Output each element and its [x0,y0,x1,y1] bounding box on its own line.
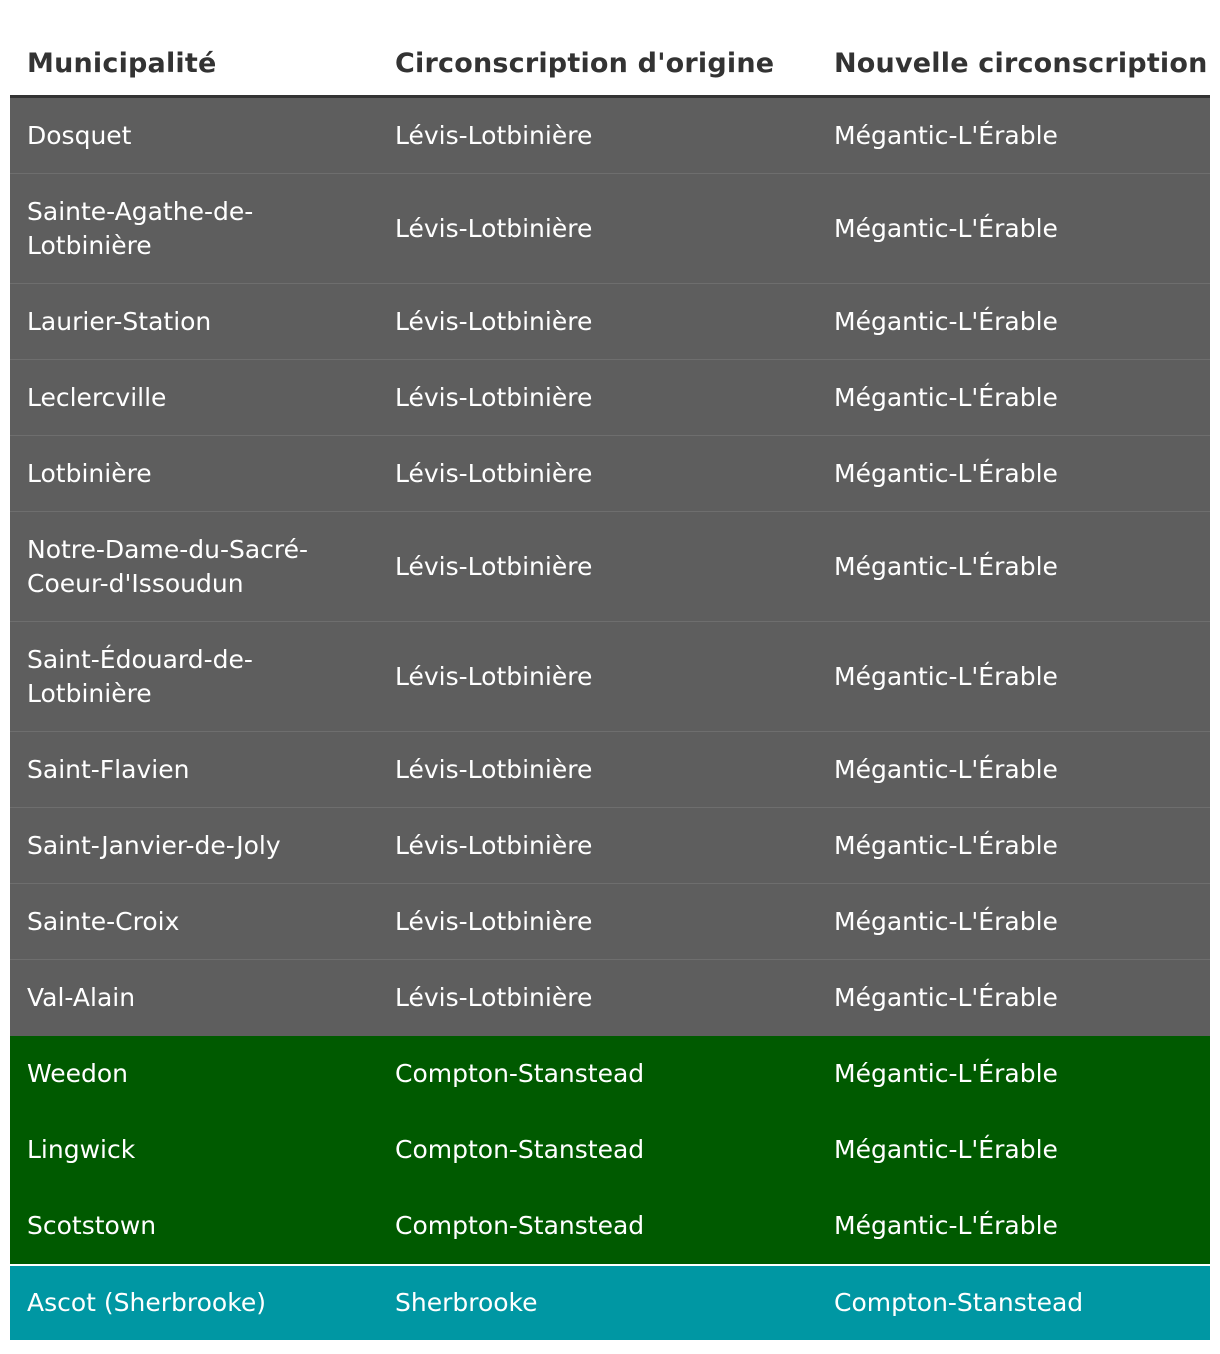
table-row [10,1036,1210,1112]
cell-new: Mégantic-L'Érable [834,754,1058,784]
cell-new: Mégantic-L'Érable [834,1211,1058,1240]
table-row [10,1264,1210,1340]
cell-new: Mégantic-L'Érable [834,661,1058,691]
table-row [10,1112,1210,1188]
cell-origin: Lévis-Lotbinière [395,551,593,581]
table-row [10,1188,1210,1264]
cell-new: Mégantic-L'Érable [834,458,1058,488]
cell-new: Mégantic-L'Érable [834,120,1058,150]
cell-origin: Lévis-Lotbinière [395,382,593,412]
cell-new: Mégantic-L'Érable [834,551,1058,581]
cell-origin: Lévis-Lotbinière [395,906,593,936]
cell-municipality: Laurier-Station [27,306,212,336]
header-new-riding: Nouvelle circonscription [834,48,1208,79]
table-header [10,32,1210,98]
cell-municipality: Dosquet [27,120,132,150]
table-row [10,284,1210,360]
cell-origin: Lévis-Lotbinière [395,458,593,488]
table-row [10,884,1210,960]
cell-municipality: Weedon [27,1059,129,1088]
cell-origin: Lévis-Lotbinière [395,661,593,691]
table-row [10,436,1210,512]
table-row [10,960,1210,1036]
cell-municipality: Lotbinière [27,458,152,488]
cell-new: Mégantic-L'Érable [834,213,1058,243]
cell-origin: Lévis-Lotbinière [395,213,593,243]
table-row [10,512,1210,622]
cell-origin: Sherbrooke [395,1288,538,1317]
table-row [10,622,1210,732]
cell-origin: Compton-Stanstead [395,1211,645,1240]
cell-origin: Lévis-Lotbinière [395,983,593,1012]
municipality-table [10,32,1210,1340]
cell-new: Mégantic-L'Érable [834,1059,1058,1088]
cell-new: Mégantic-L'Érable [834,306,1058,336]
table-row [10,98,1210,174]
cell-new: Mégantic-L'Érable [834,382,1058,412]
cell-municipality: Saint-Flavien [27,754,190,784]
cell-municipality: Val-Alain [27,983,136,1012]
cell-municipality: Lingwick [27,1135,136,1164]
cell-origin: Lévis-Lotbinière [395,830,593,860]
cell-municipality: Notre-Dame-du-Sacré-Coeur-d'Issoudun [27,534,309,598]
cell-new: Mégantic-L'Érable [834,830,1058,860]
table-row [10,360,1210,436]
table-row [10,732,1210,808]
cell-origin: Compton-Stanstead [395,1135,645,1164]
table-row [10,174,1210,284]
cell-origin: Compton-Stanstead [395,1059,645,1088]
cell-origin: Lévis-Lotbinière [395,754,593,784]
cell-origin: Lévis-Lotbinière [395,306,593,336]
cell-new: Mégantic-L'Érable [834,983,1058,1012]
cell-municipality: Sainte-Croix [27,906,180,936]
cell-municipality: Saint-Janvier-de-Joly [27,830,281,860]
cell-municipality: Sainte-Agathe-de-Lotbinière [27,196,254,260]
cell-municipality: Leclercville [27,382,167,412]
cell-new: Mégantic-L'Érable [834,1135,1058,1164]
cell-new: Compton-Stanstead [834,1288,1084,1317]
cell-municipality: Saint-Édouard-de-Lotbinière [27,644,253,708]
cell-municipality: Ascot (Sherbrooke) [27,1288,266,1317]
table-row [10,808,1210,884]
cell-municipality: Scotstown [27,1211,157,1240]
cell-new: Mégantic-L'Érable [834,906,1058,936]
cell-origin: Lévis-Lotbinière [395,120,593,150]
header-municipality: Municipalité [27,48,217,79]
header-origin-riding: Circonscription d'origine [395,48,775,79]
